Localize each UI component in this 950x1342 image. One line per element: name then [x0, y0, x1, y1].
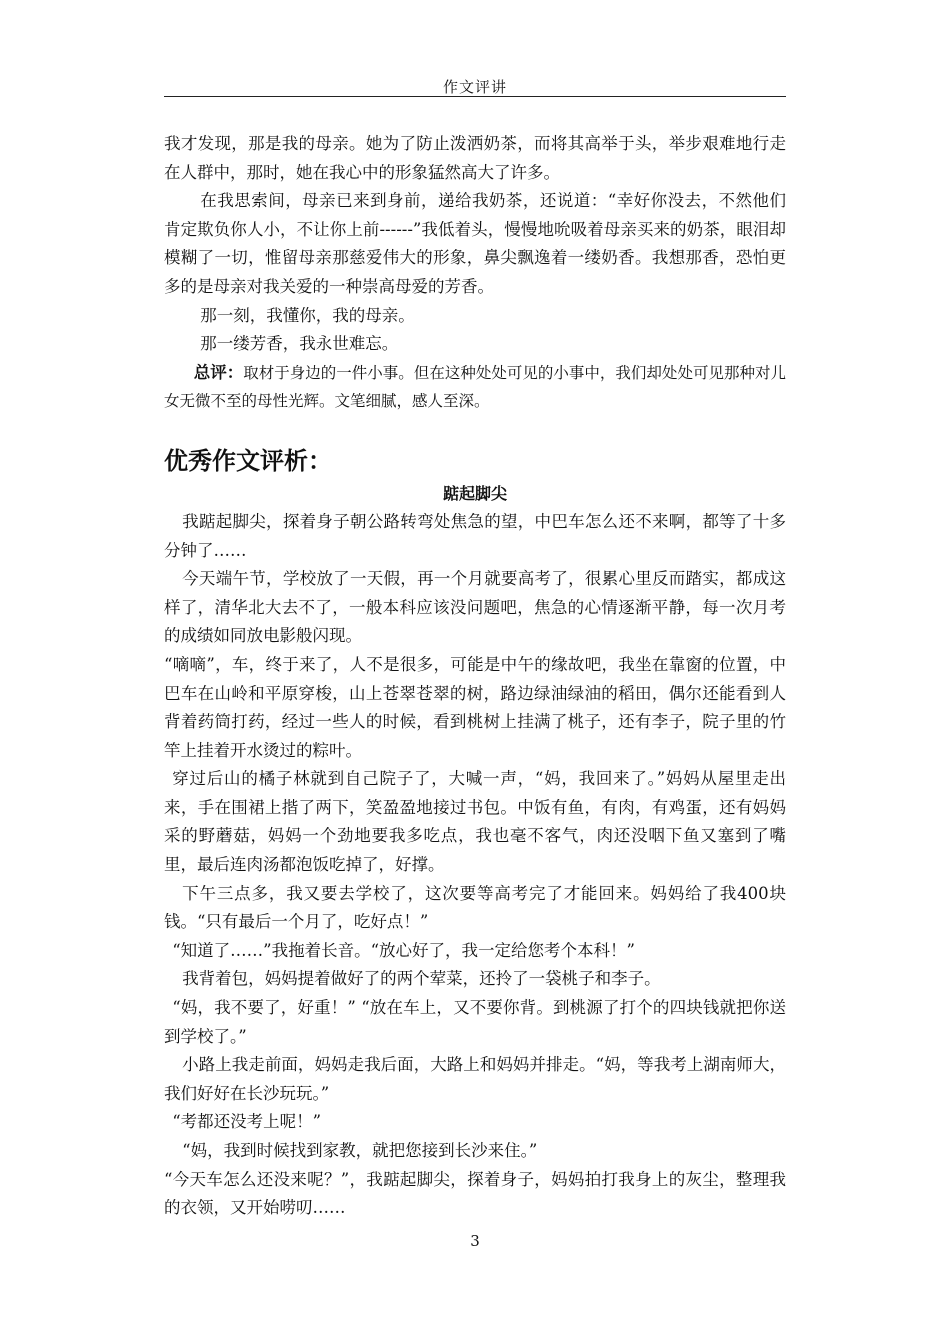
essay-paragraph: 我背着包，妈妈提着做好了的两个荤菜，还拎了一袋桃子和李子。 — [182, 969, 661, 989]
prev-essay-paragraph: 在我思索间，母亲已来到身前，递给我奶茶，还说道：“幸好你没去，不然他们肯定欺负你人小，不让你上前------”我低着头，慢慢地吮吸着母亲买来的奶茶，眼泪却模糊了一切，惟留母亲那慈爱伟大的形象，鼻尖飘逸着一缕奶香。我想那香，恐怕更多的是母亲对我关爱的一种崇高母爱的芳香。 — [164, 191, 786, 296]
essay-paragraph: “考都还没考上呢！” — [172, 1112, 322, 1132]
essay-paragraph: 下午三点多，我又要去学校了，这次要等高考完了才能回来。妈妈给了我400块钱。“只有最后一个月了，吃好点！” — [164, 883, 786, 932]
essay-paragraph: “妈，我到时候找到家教，就把您接到长沙来住。” — [182, 1141, 538, 1160]
prev-essay-paragraph: 我才发现，那是我的母亲。她为了防止泼洒奶茶，而将其高举于头，举步艰难地行走在人群中，那时，她在我心中的形象猛然高大了许多。 — [164, 134, 786, 182]
essay-paragraph: “知道了……”我拖着长音。“放心好了，我一定给您考个本科！” — [172, 940, 635, 960]
page-content — [164, 130, 786, 1223]
essay-paragraph: 我踮起脚尖，探着身子朝公路转弯处焦急的望，中巴车怎么还不来啊，都等了十多分钟了…… — [164, 511, 786, 560]
essay-paragraph: “妈，我不要了，好重！” “放在车上，又不要你背。到桃源了打个的四块钱就把你送到学校了。” — [164, 998, 786, 1046]
comment-label: 总评： — [193, 362, 244, 382]
overall-comment — [164, 359, 786, 416]
comment-text: 取材于身边的一件小事。但在这种处处可见的小事中，我们却处处可见那种对儿女无微不至的母性光辉。文笔细腻，感人至深。 — [164, 363, 786, 411]
essay-paragraph: “今天车怎么还没来呢？”，我踮起脚尖，探着身子，妈妈拍打我身上的灰尘，整理我的衣领，又开始唠叨…… — [164, 1169, 786, 1218]
page-header-title: 作文评讲 — [442, 78, 507, 96]
essay-paragraph: 小路上我走前面，妈妈走我后面，大路上和妈妈并排走。“妈，等我考上湖南师大，我们好好在长沙玩玩。” — [164, 1055, 786, 1103]
page-number: 3 — [470, 1232, 480, 1250]
prev-essay-paragraph: 那一缕芳香，我永世难忘。 — [200, 334, 399, 354]
section-title: 优秀作文评析： — [164, 446, 332, 475]
prev-essay-paragraph: 那一刻，我懂你，我的母亲。 — [200, 305, 415, 325]
essay-paragraph: 穿过后山的橘子林就到自己院子了，大喊一声，“妈，我回来了。”妈妈从屋里走出来，手在围裙上揩了两下，笑盈盈地接过书包。中饭有鱼，有肉，有鸡蛋，还有妈妈采的野蘑菇，妈妈一个劲地要我多吃点，我也毫不客气，肉还没咽下鱼又塞到了嘴里，最后连肉汤都泡饭吃掉了，好撑。 — [164, 769, 786, 875]
essay-paragraph: 今天端午节，学校放了一天假，再一个月就要高考了，很累心里反而踏实，都成这样了，清华北大去不了，一般本科应该没问题吧，焦急的心情逐渐平静，每一次月考的成绩如同放电影般闪现。 — [164, 569, 786, 646]
essay-paragraph: “嘀嘀”，车，终于来了，人不是很多，可能是中午的缘故吧，我坐在靠窗的位置，中巴车在山岭和平原穿梭，山上苍翠苍翠的树，路边绿油绿油的稻田，偶尔还能看到人背着药筒打药，经过一些人的时候，看到桃树上挂满了桃子，还有李子，院子里的竹竿上挂着开水烫过的粽叶。 — [164, 654, 786, 760]
essay-title: 踮起脚尖 — [442, 483, 507, 503]
header-divider — [164, 96, 786, 97]
